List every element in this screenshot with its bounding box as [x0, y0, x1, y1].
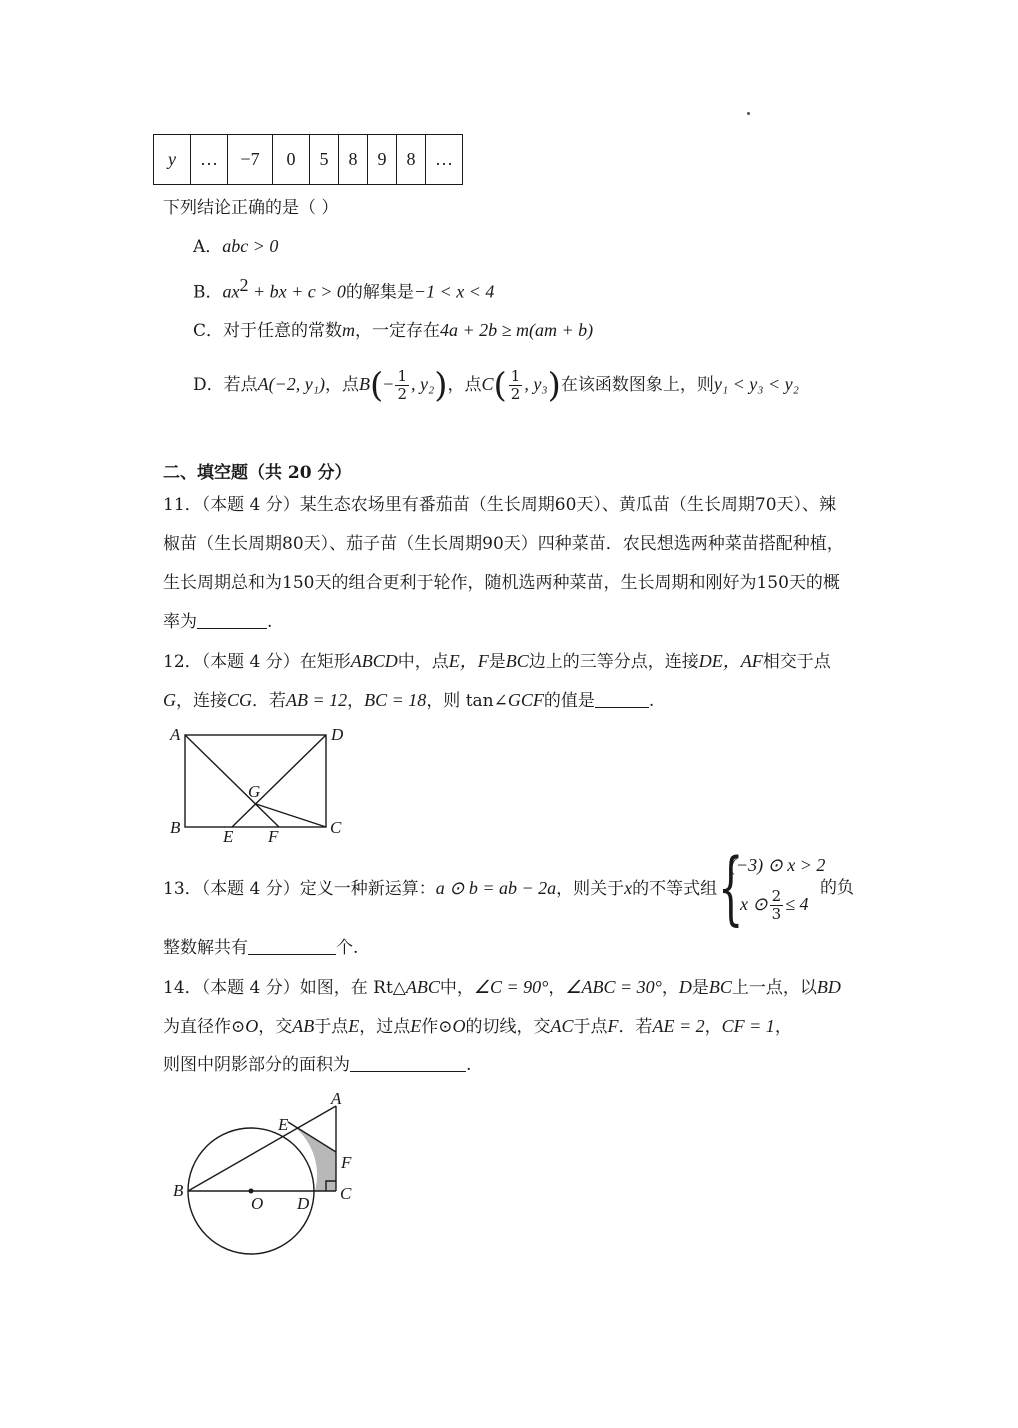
text: 整数解共有	[163, 938, 248, 958]
q11-line	[163, 610, 272, 634]
text: ．若	[618, 1017, 653, 1037]
table-row	[154, 135, 463, 185]
option-label: D．若点	[193, 375, 258, 395]
label-f: F	[268, 827, 279, 846]
q11-line: 椒苗（生长周期80天）、茄子苗（生长周期90天）四种菜苗．农民想选两种菜苗搭配种植，	[163, 534, 844, 554]
label-g: G	[248, 782, 261, 801]
text: 的切线，交	[465, 1017, 551, 1037]
q14-line	[163, 1014, 792, 1039]
math: E，F	[448, 651, 489, 671]
table-cell: …	[191, 135, 228, 185]
math: D	[678, 977, 692, 997]
text: ，	[774, 1017, 792, 1037]
text: 相交于点	[762, 652, 831, 672]
math: BC	[505, 651, 529, 671]
text: 12．（本题 4 分）在矩形	[163, 652, 351, 672]
math: BD	[816, 977, 841, 997]
math: AC	[550, 1016, 574, 1036]
math: 4a + 2b ≥ m(am + b)	[440, 320, 594, 340]
option-label: B．	[193, 282, 223, 303]
table-cell: 8	[339, 135, 368, 185]
text: 中，点	[397, 652, 449, 672]
fraction: $\frac{1}{2}$	[397, 367, 407, 403]
math: −1 < x < 4	[413, 281, 495, 302]
math: ∠ABC = 30°	[565, 977, 662, 997]
text: 的不等式组	[632, 879, 718, 899]
math: x	[624, 878, 633, 898]
answer-blank[interactable]	[350, 1053, 466, 1072]
system-brace: {	[718, 841, 744, 934]
math: ≤ 4	[785, 894, 809, 914]
math: m	[342, 320, 356, 340]
math: ∠C = 90°	[473, 977, 549, 997]
label-b: B	[170, 818, 181, 837]
math: E	[348, 1016, 360, 1036]
text: 于点	[314, 1017, 349, 1037]
q10-stem: 下列结论正确的是（ ）	[163, 198, 339, 218]
text: 为直径作⊙	[163, 1017, 246, 1037]
table-cell: …	[426, 135, 463, 185]
label-b: B	[173, 1181, 184, 1200]
math: BC	[708, 977, 732, 997]
text: 在该函数图象上，则	[560, 375, 714, 395]
math: y₁ < y₃ < y₂	[713, 374, 799, 394]
math: GCF	[507, 690, 544, 710]
q13-line	[163, 936, 358, 960]
value-table	[153, 134, 463, 185]
text: ，则 tan∠	[426, 691, 508, 711]
label-f: F	[341, 1153, 352, 1172]
text: 中，	[439, 978, 474, 998]
text: 边上的三等分点，连接	[528, 652, 699, 672]
math: x ⊙	[740, 894, 768, 914]
q10-option-a	[193, 234, 278, 259]
math: F	[607, 1016, 619, 1036]
table-cell: 5	[310, 135, 339, 185]
q13-tail: 的负	[820, 878, 854, 898]
text: ，过点	[359, 1017, 411, 1037]
rectangle-abcd	[185, 735, 326, 827]
q12-line	[163, 649, 831, 674]
q14-line	[163, 975, 841, 1000]
math: O	[245, 1016, 259, 1036]
text: .	[267, 612, 273, 632]
math: AE = 2	[652, 1016, 705, 1036]
math: O	[452, 1016, 466, 1036]
q12-line	[163, 688, 654, 713]
text: ，连接	[176, 691, 227, 711]
text: .	[466, 1055, 472, 1075]
text: ，点	[447, 375, 482, 395]
text: 是	[691, 978, 709, 998]
label-e: E	[278, 1115, 289, 1134]
answer-blank[interactable]	[197, 610, 267, 629]
q11-line: 11．（本题 4 分）某生态农场里有番茄苗（生长周期60天）、黄瓜苗（生长周期70天）、辣	[163, 495, 837, 515]
rectangle-figure	[160, 722, 360, 848]
text: 个.	[336, 938, 359, 958]
q10-option-b: B．$ax^2$ + bx + c > 0的解集是−1 < x < 4	[193, 275, 495, 303]
option-label: A．	[193, 237, 223, 257]
math: −	[383, 374, 394, 394]
q10-option-c	[193, 318, 593, 343]
text: .	[648, 691, 655, 711]
math: (−3) ⊙ x > 2	[730, 855, 826, 875]
label-o: O	[251, 1194, 264, 1213]
math: ABC	[405, 977, 440, 997]
math: y₂	[420, 374, 435, 394]
text: ，一定存在	[355, 321, 441, 341]
q13-line	[163, 876, 717, 901]
math: CF = 1	[721, 1016, 775, 1036]
math: ax	[222, 281, 240, 302]
answer-blank[interactable]	[595, 689, 649, 708]
fraction: $\frac{2}{3}$	[771, 887, 782, 923]
table-cell: −7	[228, 135, 273, 185]
text: ，则关于	[556, 879, 625, 899]
text: ，	[548, 978, 566, 998]
table-cell: y	[154, 135, 191, 185]
text: 是	[488, 652, 506, 672]
text: ，	[347, 691, 365, 711]
system-line-2	[740, 880, 809, 929]
text: 作⊙	[421, 1017, 453, 1037]
label-c: C	[340, 1184, 352, 1203]
math: B	[359, 374, 371, 394]
text: ，	[661, 978, 679, 998]
math: a ⊙ b = ab − 2a	[435, 878, 557, 898]
q11-line: 生长周期总和为150天的组合更利于轮作，随机选两种菜苗，生长周期和刚好为150天的概	[163, 573, 840, 593]
text: 14．（本题 4 分）如图，在 Rt△	[163, 978, 406, 998]
text: ，交	[258, 1017, 293, 1037]
label-d: D	[331, 725, 344, 744]
system-line-1	[730, 853, 825, 878]
label-a: A	[331, 1089, 342, 1108]
math: ABCD	[350, 651, 398, 671]
answer-blank[interactable]	[248, 936, 336, 955]
fraction: $\frac{1}{2}$	[510, 367, 521, 403]
math: y₃	[533, 374, 548, 394]
q14-line	[163, 1053, 471, 1077]
math: CG	[227, 690, 253, 710]
table-cell: 0	[273, 135, 310, 185]
text: 13．（本题 4 分）定义一种新运算：	[163, 879, 436, 899]
text: ．若	[252, 691, 287, 711]
math: AB	[292, 1016, 315, 1036]
math: AB = 12	[286, 690, 348, 710]
circle-figure	[160, 1088, 380, 1258]
math: G	[163, 690, 176, 710]
center-point	[249, 1189, 254, 1194]
math: E	[410, 1016, 422, 1036]
label-e: E	[223, 827, 234, 846]
label-d: D	[297, 1194, 310, 1213]
text: 率为	[163, 612, 197, 632]
math: abc > 0	[222, 236, 279, 256]
option-label: C．对于任意的常数	[193, 321, 343, 341]
text: 于点	[573, 1017, 608, 1037]
math: + bx + c > 0	[248, 281, 346, 302]
label-c: C	[330, 818, 342, 837]
segment-de	[232, 735, 326, 827]
text: 的值是	[543, 691, 595, 711]
math: A(−2, y₁)	[257, 374, 326, 394]
table-cell: 8	[397, 135, 426, 185]
text: ，	[704, 1017, 722, 1037]
text: ，点	[325, 375, 360, 395]
text: 则图中阴影部分的面积为	[163, 1055, 350, 1075]
segment-af	[185, 735, 279, 827]
table-cell: 9	[368, 135, 397, 185]
math: BC = 18	[364, 690, 427, 710]
q10-option-d: D．若点A(−2, y₁)，点B(− $\frac{1}{2}$ , y₂)，点C( $\frac{1}{2}$ , y₃)在该函数图象上，则y₁ < y₃ < y₂	[193, 365, 799, 406]
label-a: A	[170, 725, 181, 744]
section-heading: 二、填空题（共 20 分）	[163, 463, 352, 483]
scan-speck	[747, 112, 750, 115]
text: 的解集是	[345, 282, 414, 303]
text: 上一点，以	[731, 978, 817, 998]
math: DE，AF	[698, 651, 763, 671]
math: C	[481, 374, 494, 394]
